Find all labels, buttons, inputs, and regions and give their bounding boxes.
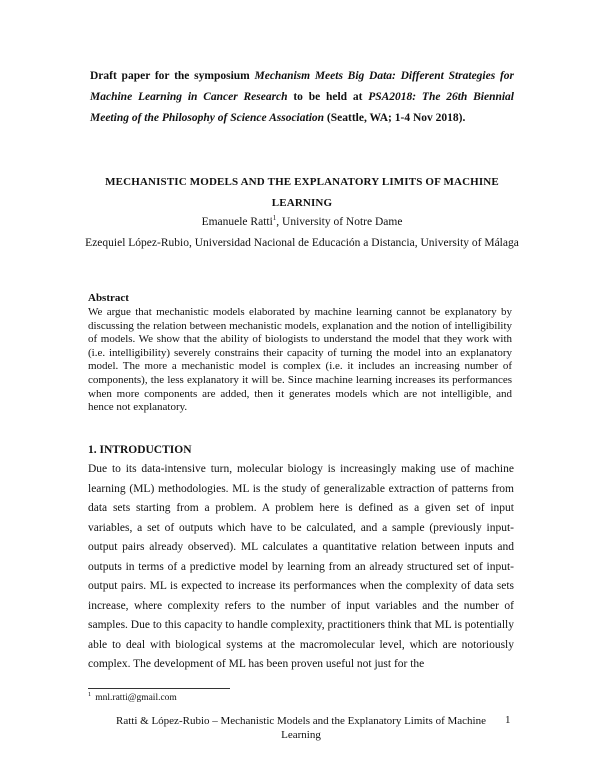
draft-notice-prefix: Draft paper for the symposium — [90, 70, 255, 82]
symposium-title: Mechanism Meets Big Data: Different Strategies for Machine Learning in Cancer Research — [90, 70, 515, 103]
draft-notice-suffix: (Seattle, WA; 1-4 Nov 2018). — [324, 112, 466, 124]
author-1-affiliation: , University of Notre Dame — [276, 216, 403, 228]
footnote-email-link[interactable]: mnl.ratti@gmail.com — [95, 693, 177, 703]
footnote-mark: 1 — [88, 690, 92, 698]
author-2: Ezequiel López-Rubio, Universidad Nacional de Educación a Distancia, University of Málaga — [85, 237, 519, 249]
paper-title: MECHANISTIC MODELS AND THE EXPLANATORY LIMITS OF MACHINE LEARNING — [105, 176, 499, 209]
page-number: 1 — [505, 714, 511, 726]
author-block — [84, 212, 520, 254]
running-footer: Ratti & López-Rubio – Mechanistic Models and the Explanatory Limits of Machine Learning — [116, 715, 486, 741]
footnote — [88, 690, 177, 703]
draft-notice-middle: to be held at — [287, 91, 369, 103]
introduction-text: Due to its data-intensive turn, molecular biology is increasingly making use of machine learning (ML) methodologies. ML is the study of generalizable extraction of patterns from data sets starting from a problem. A problem here is defined as a given set of input variables, a set of outputs which have to be calculated, and a sample (previously input-output pairs already observed). ML calculates a quantitative relation between inputs and outputs in terms of a predictive model by learning from an already structured set of input-output pairs. ML is expected to increase its performances when the complexity of data sets increase, where complexity refers to the number of input variables and the number of samples. Due to this capacity to handle complexity, practitioners think that ML is potentially able to deal with biological systems at the macromolecular level, which are notoriously complex. The development of ML has been proven useful not just for the — [88, 463, 514, 670]
introduction-heading: 1. INTRODUCTION — [88, 444, 192, 456]
draft-notice — [90, 66, 514, 129]
author-1-name: Emanuele Ratti — [201, 216, 273, 228]
abstract-text: We argue that mechanistic models elaborated by machine learning cannot be explanatory by discussing the relation between mechanistic models, explanation and the notion of intelligibility of models. We show that the ability of biologists to understand the model that they work with (i.e. intelligibility) severely constrains their capacity of turning the model into an explanatory model. The more a mechanistic model is complex (i.e. it includes an increasing number of components), the less explanatory it will be. Since machine learning increases its performances when more components are added, then it generates models which are not intelligible, and hence not explanatory. — [88, 306, 512, 414]
footnote-divider — [88, 688, 230, 689]
author-1 — [84, 212, 520, 233]
footnote-reference[interactable]: 1 — [272, 214, 277, 223]
abstract-heading: Abstract — [88, 292, 129, 304]
conference-name: PSA2018: The 26th Biennial Meeting of the Philosophy of Science Association — [90, 91, 514, 124]
